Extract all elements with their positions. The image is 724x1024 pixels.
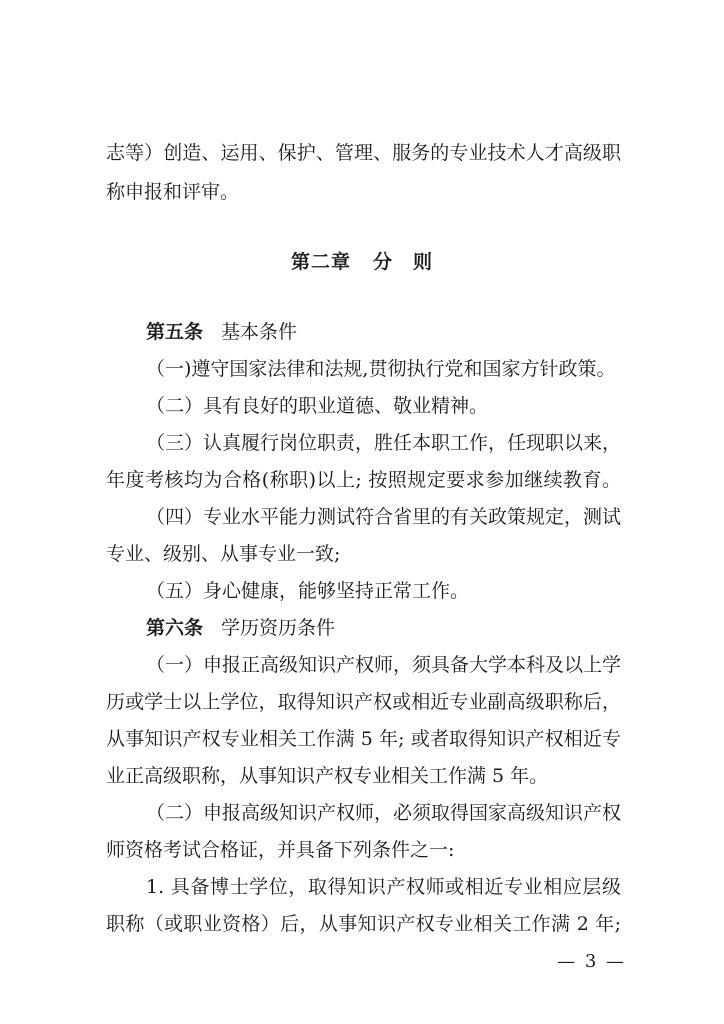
article-item: 从事知识产权专业相关工作满 5 年; 或者取得知识产权相近专 [106, 728, 621, 750]
body-line: 志等）创造、运用、保护、管理、服务的专业技术人才高级职 [106, 142, 621, 164]
article-title: 学历资历条件 [221, 617, 336, 639]
article-item: 师资格考试合格证，并具备下列条件之一: [106, 839, 455, 861]
article-item: （一）申报正高级知识产权师，须具备大学本科及以上学 [146, 654, 621, 676]
article-item: 1. 具备博士学位，取得知识产权师或相近专业相应层级 [146, 876, 621, 898]
article-heading [146, 320, 621, 344]
article-heading [146, 616, 621, 640]
article-item: 专业、级别、从事专业一致; [106, 543, 341, 565]
article-item: 年度考核均为合格(称职)以上; 按照规定要求参加继续教育。 [106, 469, 621, 491]
body-line: 称申报和评审。 [106, 181, 240, 203]
article-label: 第六条 [146, 617, 204, 639]
article-item: （一)遵守国家法律和法规,贯彻执行党和国家方针政策。 [146, 358, 616, 380]
article-item: （五）身心健康，能够坚持正常工作。 [146, 580, 470, 602]
article-item: （二）具有良好的职业道德、敬业精神。 [146, 395, 489, 417]
chapter-title: 分 则 [373, 251, 434, 273]
article-item: 职称（或职业资格）后，从事知识产权专业相关工作满 2 年; [106, 913, 621, 935]
article-item: 历或学士以上学位，取得知识产权或相近专业副高级职称后， [106, 691, 621, 713]
article-item: 业正高级职称，从事知识产权专业相关工作满 5 年。 [106, 765, 549, 787]
article-item: （四）专业水平能力测试符合省里的有关政策规定，测试 [146, 506, 621, 528]
article-item: （二）申报高级知识产权师，必须取得国家高级知识产权 [146, 802, 621, 824]
chapter-heading [0, 250, 724, 274]
chapter-number: 第二章 [290, 251, 351, 273]
article-item: （三）认真履行岗位职责，胜任本职工作，任现职以来， [146, 432, 621, 454]
page-number: — 3 — [557, 951, 626, 972]
article-label: 第五条 [146, 321, 204, 343]
article-title: 基本条件 [221, 321, 298, 343]
